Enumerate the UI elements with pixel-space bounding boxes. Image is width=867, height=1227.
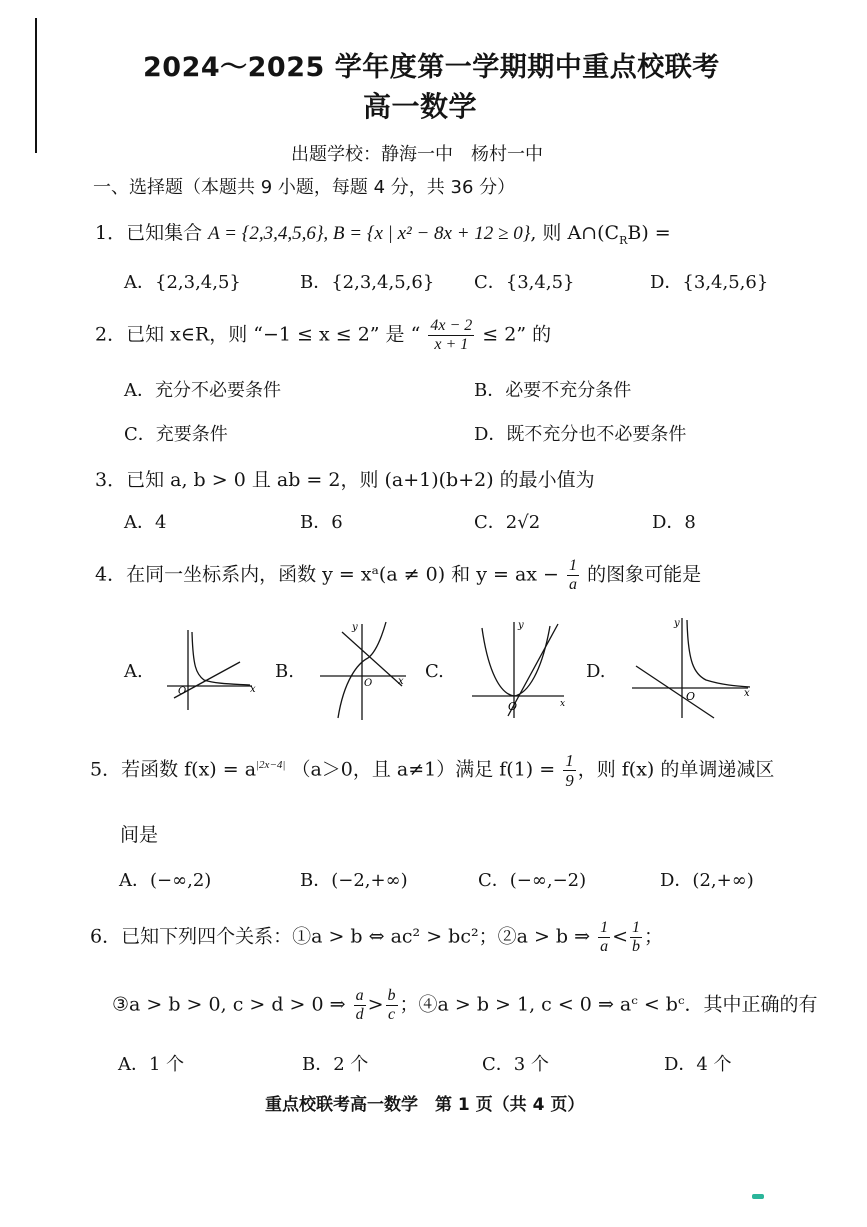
q5-option-a[interactable]: A．(−∞,2) — [119, 870, 212, 891]
q1-sets: A = {2,3,4,5,6}, B = {x | x² − 8x + 12 ≥ 0} — [208, 223, 531, 244]
q4-fraction — [567, 558, 579, 593]
q2-option-d[interactable]: D．既不充分也不必要条件 — [474, 424, 687, 445]
q6-line2a: ③a > b > 0, c > d > 0 ⇒ — [112, 993, 346, 1016]
q1-option-c[interactable]: C．{3,4,5} — [474, 272, 575, 293]
q2-suffix: ≤ 2” 的 — [482, 323, 552, 346]
q5-line2: 间是 — [120, 824, 159, 846]
question-5 — [90, 752, 774, 789]
q1-complement-sub: R — [619, 233, 628, 247]
q3-option-d[interactable]: D．8 — [652, 512, 696, 533]
page-footer: 重点校联考高一数学 第 1 页（共 4 页） — [265, 1095, 585, 1115]
q4-option-b[interactable]: B. — [275, 661, 294, 682]
graph-d-line — [636, 666, 714, 718]
q6-option-a[interactable]: A．1 个 — [118, 1054, 185, 1075]
graph-a-power-curve — [192, 632, 250, 685]
q4-option-a[interactable]: A. — [124, 661, 143, 682]
exam-subject: 高一数学 — [363, 90, 478, 123]
graph-b-x-label: x — [398, 676, 404, 687]
q6-semicolon: ； — [644, 925, 664, 948]
graph-c-power-curve — [482, 626, 550, 696]
q6-option-b[interactable]: B．2 个 — [302, 1054, 369, 1075]
graph-a-origin: O — [178, 686, 187, 697]
graph-d-origin: O — [686, 690, 696, 703]
q2-prefix: 2．已知 x∈R，则 “−1 ≤ x ≤ 2” 是 “ — [95, 323, 421, 346]
question-1 — [95, 218, 671, 247]
question-3: 3．已知 a, b > 0 且 ab = 2，则 (a+1)(b+2) 的最小值为 — [95, 469, 595, 491]
q5-exponent: |2x−4| — [256, 759, 286, 772]
q5-option-c[interactable]: C．(−∞,−2) — [478, 870, 587, 891]
q6-lt: < — [612, 925, 628, 948]
section-heading: 一、选择题（本题共 9 小题，每题 4 分，共 36 分） — [93, 177, 516, 198]
q6-f3-den: d — [355, 1006, 364, 1023]
q6-f1-den: a — [600, 938, 609, 955]
q2-option-b[interactable]: B．必要不充分条件 — [474, 380, 632, 401]
q1-option-a[interactable]: A．{2,3,4,5} — [124, 272, 241, 293]
graph-c-x-label: x — [560, 699, 566, 709]
q5-suffix: ，则 f(x) 的单调递减区 — [577, 758, 775, 781]
graph-d-y-label: y — [674, 618, 680, 629]
q5-fraction — [563, 752, 576, 789]
q6-fraction-1 — [598, 920, 610, 955]
q5-fraction-num: 1 — [565, 751, 574, 770]
q2-option-c[interactable]: C．充要条件 — [124, 424, 228, 445]
question-4 — [95, 558, 701, 593]
q3-option-c[interactable]: C．2√2 — [474, 512, 541, 533]
exam-title: 2024～2025 学年度第一学期期中重点校联考 — [143, 52, 720, 83]
q1-option-d[interactable]: D．{3,4,5,6} — [650, 272, 769, 293]
q6-fraction-4 — [386, 988, 398, 1023]
graph-c-y-label: y — [518, 620, 524, 631]
question-2 — [95, 318, 551, 353]
q4-option-c[interactable]: C. — [425, 661, 444, 682]
q4-graph-a[interactable] — [164, 626, 260, 712]
left-margin-rule — [35, 18, 37, 153]
q6-fraction-2 — [630, 920, 642, 955]
q1-suffix2: B) = — [627, 222, 671, 244]
q2-option-a[interactable]: A．充分不必要条件 — [124, 380, 281, 401]
graph-a-x-label: x — [250, 684, 256, 695]
q6-fraction-3 — [354, 988, 366, 1023]
q6-f4-den: c — [387, 1006, 396, 1023]
q4-fraction-den: a — [569, 576, 578, 593]
graph-b-y-label: y — [352, 622, 358, 633]
question-6 — [90, 920, 663, 955]
q2-fraction — [428, 318, 474, 353]
q6-prefix: 6．已知下列四个关系：①a > b ⇔ ac² > bc²；②a > b ⇒ — [90, 925, 591, 948]
q6-line2b: ；④a > b > 1, c < 0 ⇒ aᶜ < bᶜ．其中正确的有 — [399, 993, 818, 1016]
question-setters: 出题学校：静海一中 杨村一中 — [291, 144, 543, 165]
q4-fraction-num: 1 — [569, 557, 578, 574]
q6-f1-num: 1 — [600, 919, 609, 936]
q2-fraction-den: x + 1 — [434, 336, 469, 353]
q6-line2 — [112, 988, 818, 1023]
q4-graph-c[interactable] — [470, 616, 570, 720]
q6-gt: > — [367, 993, 384, 1016]
q6-f2-den: b — [632, 938, 640, 955]
q6-f4-num: b — [387, 987, 396, 1004]
q6-f3-num: a — [355, 987, 364, 1004]
graph-c-origin: O — [508, 700, 518, 713]
q6-option-c[interactable]: C．3 个 — [482, 1054, 549, 1075]
q3-option-a[interactable]: A．4 — [124, 512, 167, 533]
q5-fraction-den: 9 — [565, 771, 574, 790]
q2-fraction-num: 4x − 2 — [430, 317, 473, 334]
q4-prefix: 4．在同一坐标系内，函数 y = xᵃ(a ≠ 0) 和 y = ax − — [95, 563, 559, 586]
q5-prefix: 5．若函数 f(x) = a — [90, 758, 257, 781]
corner-mark — [752, 1194, 764, 1199]
graph-d-x-label: x — [744, 688, 750, 699]
q6-option-d[interactable]: D．4 个 — [664, 1054, 732, 1075]
q1-prefix: 1．已知集合 — [95, 222, 203, 244]
q5-option-b[interactable]: B．(−2,+∞) — [300, 870, 408, 891]
graph-d-power-curve — [687, 620, 750, 687]
q1-option-b[interactable]: B．{2,3,4,5,6} — [300, 272, 435, 293]
q4-suffix: 的图象可能是 — [587, 563, 702, 586]
q5-option-d[interactable]: D．(2,+∞) — [660, 870, 754, 891]
q5-mid: （a＞0，且 a≠1）满足 f(1) = — [291, 758, 556, 781]
q4-graph-b[interactable] — [318, 618, 410, 722]
graph-b-origin: O — [364, 678, 373, 689]
q3-option-b[interactable]: B．6 — [300, 512, 343, 533]
q6-f2-num: 1 — [632, 919, 640, 936]
q1-suffix: , 则 A∩(C — [530, 222, 620, 244]
q4-graph-d[interactable] — [630, 612, 754, 722]
q4-option-d[interactable]: D. — [586, 661, 606, 682]
